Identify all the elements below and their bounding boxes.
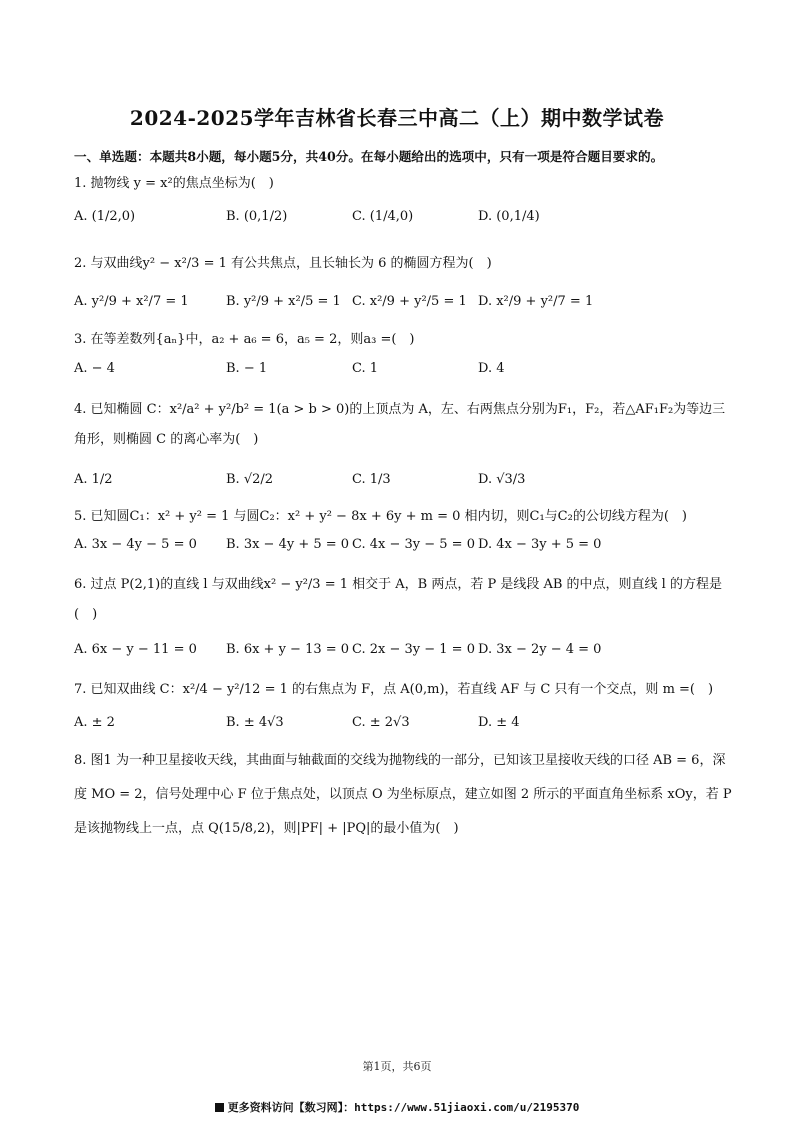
option-a: A. 1/2 [74, 472, 113, 487]
option-a: A. 6x − y − 11 = 0 [74, 642, 197, 657]
option-c: C. 2x − 3y − 1 = 0 [352, 642, 475, 657]
page-title: 2024-2025学年吉林省长春三中高二（上）期中数学试卷 [129, 106, 665, 130]
question-2: 2. 与双曲线y² − x²/3 = 1 有公共焦点，且长轴长为 6 的椭圆方程为( ) [74, 256, 492, 271]
option-a: A. (1/2,0) [74, 209, 136, 224]
option-b: B. y²/9 + x²/5 = 1 [226, 294, 341, 309]
question-8: 8. 图1 为一种卫星接收天线，其曲面与轴截面的交线为抛物线的一部分，已知该卫星接收天线的口径 AB = 6，深度 MO = 2，信号处理中心 F 位于焦点处，以顶点 O 为坐标原点，建立如图 2 所示的平面直角坐标系 xOy，若 P 是该抛物线上一点，点 Q(15/8,2)，则|PF| + |PQ|的最小值为( ) [74, 753, 732, 836]
option-b: B. √2/2 [226, 472, 274, 487]
options-7 [74, 715, 734, 745]
option-b: B. 6x + y − 13 = 0 [226, 642, 350, 657]
option-c: C. x²/9 + y²/5 = 1 [352, 294, 467, 309]
question-5: 5. 已知圆C₁：x² + y² = 1 与圆C₂：x² + y² − 8x + 6y + m = 0 相内切，则C₁与C₂的公切线方程为( ) [74, 509, 687, 524]
option-b: B. 3x − 4y + 5 = 0 [226, 537, 350, 552]
options-6 [74, 642, 734, 672]
option-a: A. − 4 [74, 361, 115, 376]
options-4 [74, 472, 734, 502]
option-d: D. 4x − 3y + 5 = 0 [478, 537, 602, 552]
options-3 [74, 361, 734, 391]
flag-icon [215, 1103, 224, 1112]
page-footer: 第1页，共6页 [362, 1060, 432, 1073]
option-b: B. − 1 [226, 361, 268, 376]
options-2 [74, 294, 734, 324]
option-d: D. (0,1/4) [478, 209, 540, 224]
option-c: C. 4x − 3y − 5 = 0 [352, 537, 475, 552]
banner-text: 更多资料访问【数习网】：https://www.51jiaoxi.com/u/2195370 [227, 1101, 580, 1114]
option-a: A. y²/9 + x²/7 = 1 [74, 294, 189, 309]
option-c: C. ± 2√3 [352, 715, 410, 730]
options-1 [74, 209, 734, 239]
option-b: B. ± 4√3 [226, 715, 284, 730]
option-d: D. 4 [478, 361, 505, 376]
option-a: A. ± 2 [74, 715, 115, 730]
option-d: D. 3x − 2y − 4 = 0 [478, 642, 602, 657]
option-c: C. 1 [352, 361, 379, 376]
question-6: 6. 过点 P(2,1)的直线 l 与双曲线x² − y²/3 = 1 相交于 A，B 两点，若 P 是线段 AB 的中点，则直线 l 的方程是( ) [74, 577, 722, 622]
option-d: D. ± 4 [478, 715, 520, 730]
option-c: C. (1/4,0) [352, 209, 414, 224]
option-b: B. (0,1/2) [226, 209, 288, 224]
option-d: D. √3/3 [478, 472, 526, 487]
option-c: C. 1/3 [352, 472, 391, 487]
question-4: 4. 已知椭圆 C：x²/a² + y²/b² = 1(a > b > 0)的上顶点为 A，左、右两焦点分别为F₁，F₂，若△AF₁F₂为等边三角形，则椭圆 C 的离心率为( ) [74, 402, 726, 447]
question-3: 3. 在等差数列{aₙ}中，a₂ + a₆ = 6，a₅ = 2，则a₃ =( ) [74, 332, 415, 347]
option-a: A. 3x − 4y − 5 = 0 [74, 537, 197, 552]
question-7: 7. 已知双曲线 C：x²/4 − y²/12 = 1 的右焦点为 F，点 A(0,m)，若直线 AF 与 C 只有一个交点，则 m =( ) [74, 682, 714, 697]
question-1: 1. 抛物线 y = x²的焦点坐标为( ) [74, 176, 274, 191]
source-banner [0, 1099, 794, 1115]
options-5 [74, 537, 734, 567]
option-d: D. x²/9 + y²/7 = 1 [478, 294, 594, 309]
section-heading: 一、单选题：本题共8小题，每小题5分，共40分。在每小题给出的选项中，只有一项是符合题目要求的。 [74, 149, 664, 164]
